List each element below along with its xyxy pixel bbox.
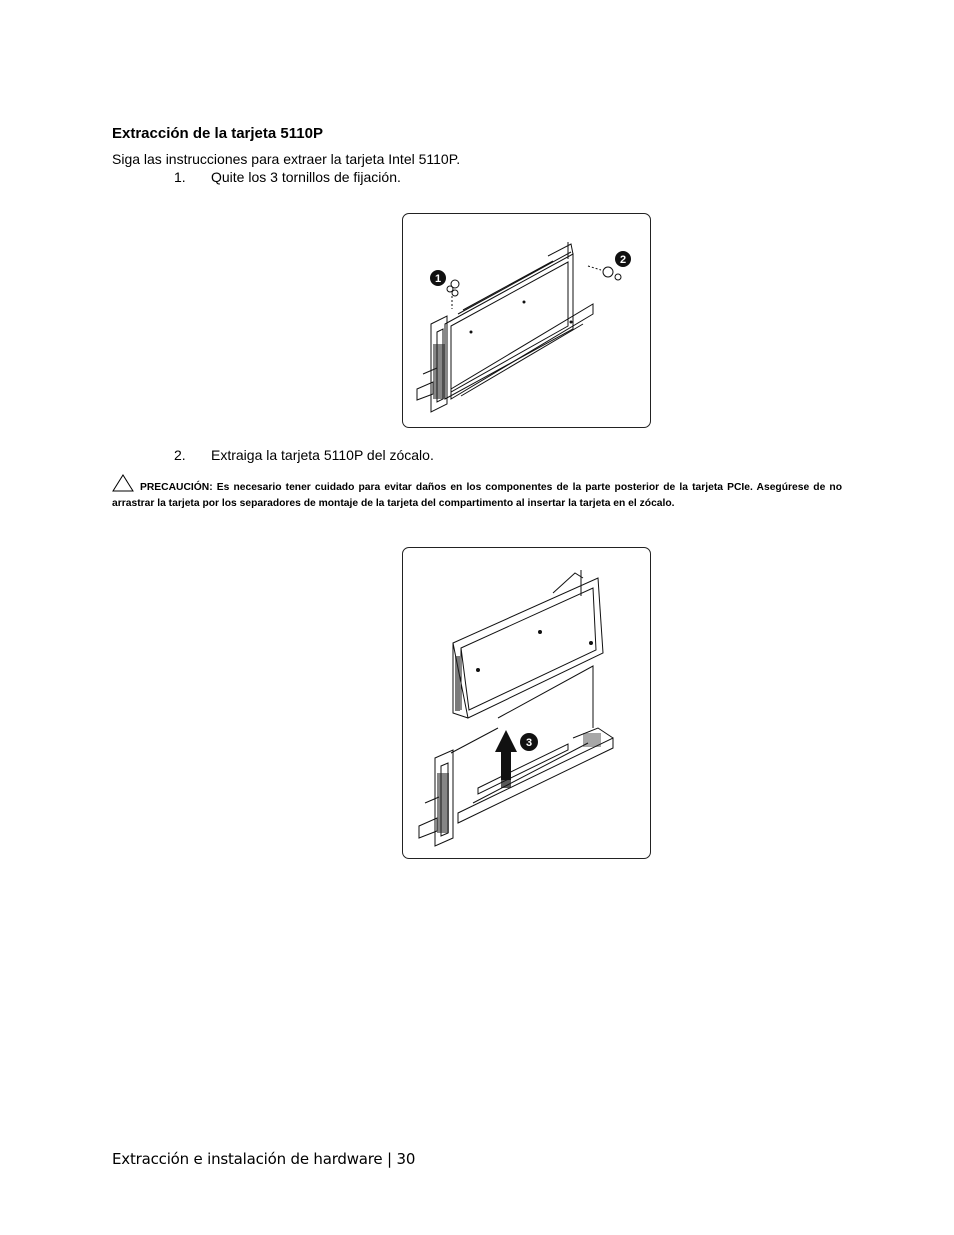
callout-3 <box>520 733 538 751</box>
caution-label: PRECAUCIÓN: <box>140 482 213 493</box>
intro-text: Siga las instrucciones para extraer la tarjeta Intel 5110P. <box>112 151 461 167</box>
footer-separator: | <box>387 1150 392 1168</box>
footer-text: Extracción e instalación de hardware <box>112 1150 383 1168</box>
callout-1 <box>430 270 446 286</box>
riser-card-screws-illustration <box>403 214 650 427</box>
page-number: 30 <box>396 1150 416 1168</box>
step-text: Extraiga la tarjeta 5110P del zócalo. <box>211 447 434 463</box>
section-heading: Extracción de la tarjeta 5110P <box>112 125 323 142</box>
caution-note <box>112 474 842 511</box>
callout-number: 2 <box>619 254 627 266</box>
card-extraction-illustration <box>403 548 650 858</box>
lift-arrow-icon <box>495 730 517 788</box>
step-number: 1. <box>174 169 186 185</box>
step-number: 2. <box>174 447 186 463</box>
callout-2 <box>615 251 631 267</box>
page-footer <box>112 1150 415 1168</box>
figure-remove-screws <box>402 213 651 428</box>
caution-text: Es necesario tener cuidado para evitar daños en los componentes de la parte posterior de la tarjeta PCIe. Asegúrese de no arrastrar la tarjeta por los separadores de montaje de la tarjeta del compartimento al insertar la tarjeta en el zócalo. <box>112 482 842 509</box>
callout-number: 1 <box>434 273 442 285</box>
figure-extract-card <box>402 547 651 859</box>
step-text: Quite los 3 tornillos de fijación. <box>211 169 401 185</box>
warning-triangle-icon <box>112 474 134 497</box>
callout-number: 3 <box>525 737 533 749</box>
